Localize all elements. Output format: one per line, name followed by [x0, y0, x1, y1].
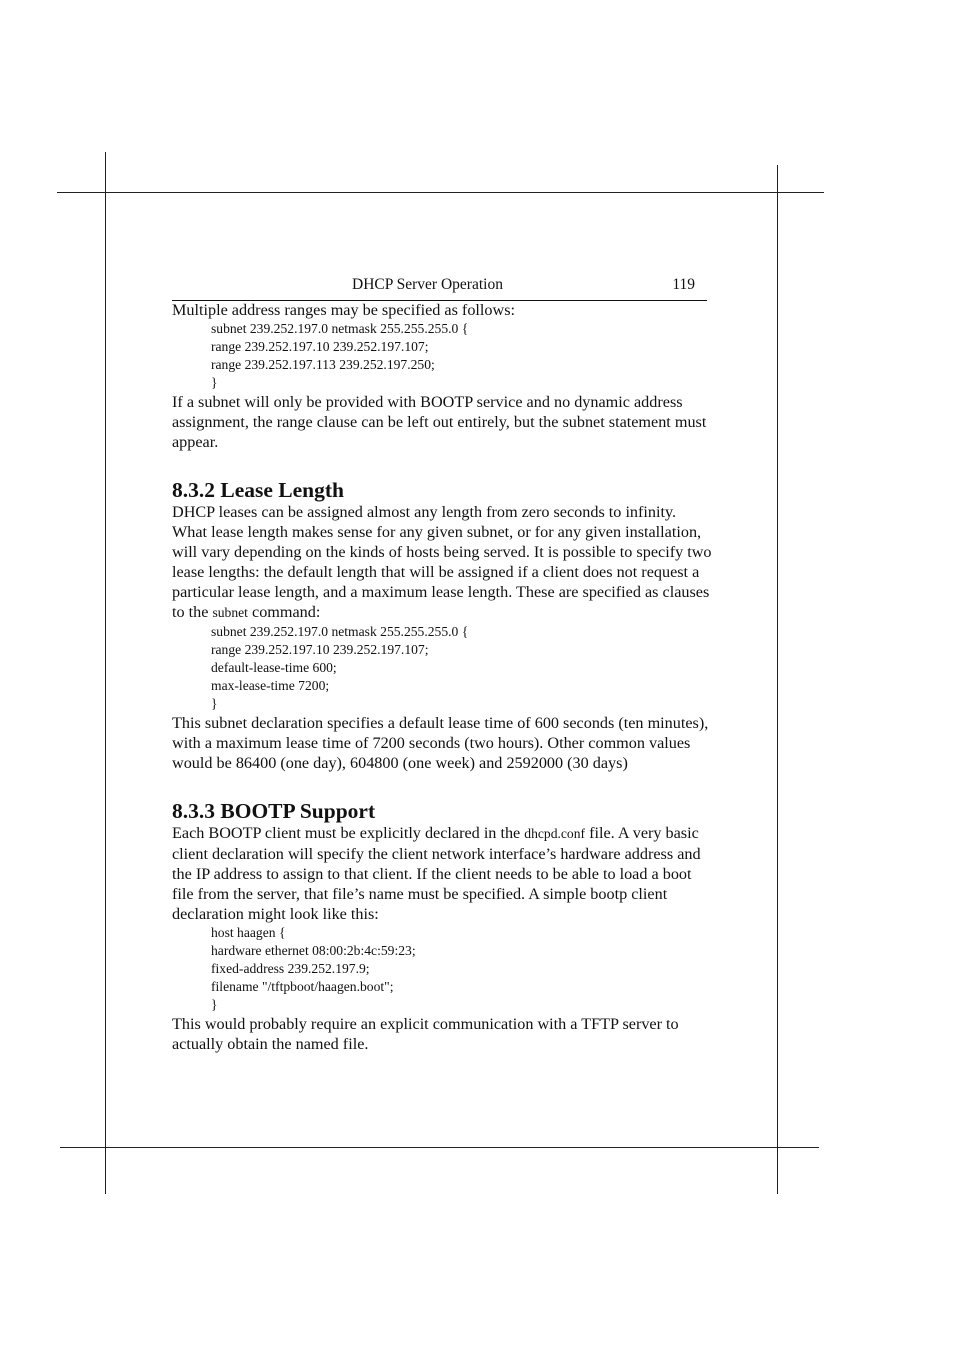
code-line: range 239.252.197.113 239.252.197.250; — [211, 357, 435, 372]
lease-explanation-paragraph: This subnet declaration specifies a default lease time of 600 seconds (ten minutes), with a maximum lease time of 7200 seconds (two hours). Other common values would be 86400 (one day), 604800 (one week) and 2592000 (30 days) — [172, 714, 709, 772]
bootp-text-end: file. A very basic client declaration will specify the client network interface’s hardware address and the IP address to assign to that client. If the client needs to be able to load a boot file from the server, that file’s name must be specified. A simple bootp client declaration might look like this: — [172, 824, 701, 923]
code-block-host — [172, 924, 712, 1014]
code-line: host haagen { — [211, 925, 286, 940]
code-line: } — [211, 997, 218, 1012]
section-heading-lease-length: 8.3.2 Lease Length — [172, 478, 344, 502]
bootp-paragraph — [172, 823, 712, 924]
inline-code-dhcpd-conf: dhcpd.conf — [524, 826, 586, 841]
crop-mark-bottom-horizontal — [60, 1147, 819, 1148]
code-line: subnet 239.252.197.0 netmask 255.255.255.0 { — [211, 321, 469, 336]
running-header — [172, 276, 707, 301]
page-number: 119 — [672, 276, 695, 293]
code-line: default-lease-time 600; — [211, 660, 337, 675]
code-line: range 239.252.197.10 239.252.197.107; — [211, 642, 429, 657]
code-line: hardware ethernet 08:00:2b:4c:59:23; — [211, 943, 416, 958]
code-block-ranges — [172, 320, 712, 392]
crop-mark-top-horizontal — [57, 192, 824, 193]
inline-code-subnet: subnet — [212, 605, 248, 620]
code-line: fixed-address 239.252.197.9; — [211, 961, 370, 976]
running-title: DHCP Server Operation — [352, 276, 503, 293]
tftp-paragraph: This would probably require an explicit communication with a TFTP server to actually obtain the named file. — [172, 1015, 679, 1053]
code-line: } — [211, 696, 218, 711]
code-line: range 239.252.197.10 239.252.197.107; — [211, 339, 429, 354]
lease-text: DHCP leases can be assigned almost any length from zero seconds to infinity. What lease length makes sense for any given subnet, or for any given installation, will vary depending on the kinds of hosts being served. It is possible to specify two lease lengths: the default length that will be assigned if a client does not request a particular lease length, and a maximum lease length. These are specified as clauses to the — [172, 503, 712, 621]
code-line: } — [211, 375, 218, 390]
code-line: subnet 239.252.197.0 netmask 255.255.255.0 { — [211, 624, 469, 639]
section-heading-bootp-support: 8.3.3 BOOTP Support — [172, 799, 376, 823]
intro-paragraph: Multiple address ranges may be specified as follows: — [172, 301, 515, 319]
lease-paragraph — [172, 502, 712, 623]
code-line: max-lease-time 7200; — [211, 678, 330, 693]
bootp-only-paragraph: If a subnet will only be provided with BOOTP service and no dynamic address assignment, the range clause can be left out entirely, but the subnet statement must appear. — [172, 393, 707, 451]
bootp-text: Each BOOTP client must be explicitly declared in the — [172, 824, 521, 842]
code-line: filename "/tftpboot/haagen.boot"; — [211, 979, 394, 994]
crop-mark-top-left-vertical — [105, 152, 106, 1194]
crop-mark-top-right-vertical — [777, 165, 778, 1194]
page-body — [172, 300, 712, 1054]
lease-text-end: command: — [252, 603, 321, 621]
code-block-lease — [172, 623, 712, 713]
